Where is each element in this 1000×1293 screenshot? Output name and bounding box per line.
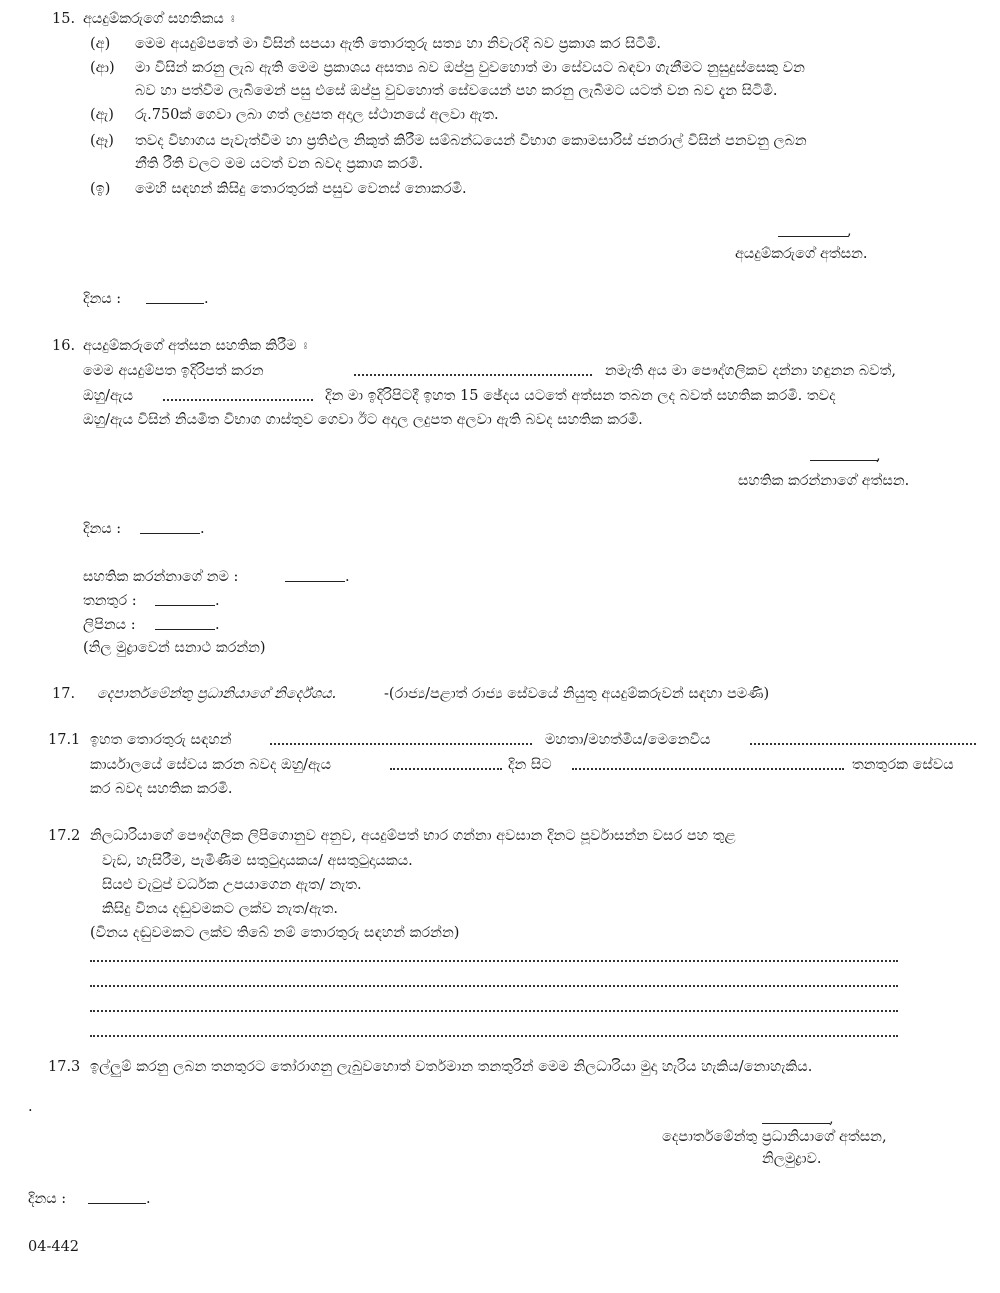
discipline-details-line[interactable] [90,985,898,987]
declaration-line: රු.750ක් ගෙවා ලබා ගත් ලදුපත අදාල ස්ථානයේ අලවා ඇත. [135,107,499,123]
date-field[interactable] [146,303,204,304]
date-label: දිනය : [83,521,122,537]
discipline-details-line[interactable] [90,1010,898,1012]
declaration-line: තවද විභාගය පැවැත්වීම හා ප්‍රතිඵල නිකුත් කිරීම සම්බන්ධයෙන් විභාග කොමසාරිස් ජනරාල් විසින් පනවනු ලබන [135,133,807,149]
field-end: . [345,569,350,585]
form-code: 04-442 [28,1239,80,1255]
certify-text: ඔහු/ඇය [83,388,134,404]
section-17-scope: -(රාජ්‍ය/පළාත් රාජ්‍ය සේවයේ නියුතු අයදුම්කරුවන් සඳහා පමණි) [384,686,770,702]
signed-date-field[interactable] [163,399,313,401]
official-seal-label: නිලමුද්‍රාව. [762,1151,822,1167]
section-15-number: 15. [52,11,76,27]
personal-file-lead: නිලධාරියාගේ පෞද්ගලික ලිපිගොනුව අනුව, අයදුම්පත් භාර ගන්නා අවසාන දිනට පූර්වාසන්න වසර පහ තුළ [90,828,736,844]
item-mark: (ඈ) [90,133,114,149]
certify-text: දින මා ඉදිරිපිටදී ඉහත 15 ඡේදය යටතේ අත්සන තබන ලද බවත් සහතික කරමි. තවද [325,388,836,404]
item-mark: (ඉ) [90,181,111,197]
subsection-17-3-number: 17.3 [48,1059,81,1075]
recommendation-text: තනතුරක සේවය [852,757,954,773]
discipline-details-line[interactable] [90,1035,898,1037]
certify-text: ඔහු/ඇය විසින් නියමිත විභාග ගාස්තුව ගෙවා ඊට අදාල ලදුපත අලවා ඇති බවද සහතික කරමි. [83,412,643,428]
service-start-date-field[interactable] [390,768,502,770]
date-end: . [146,1191,151,1207]
declaration-line: මා විසින් කරනු ලැබ ඇති මෙම ප්‍රකාශය අසත්‍ය බව ඔප්පු වුවහොත් මා සේවයට බඳවා ගැනීමට නුසුදුස්සෙකු වන [135,60,805,76]
recommendation-text: දින සිට [508,757,552,773]
item-mark: (ඇ) [90,107,114,123]
subsection-17-2-number: 17.2 [48,828,81,844]
office-name-field[interactable] [750,743,976,745]
declaration-line: මෙහි සඳහන් කිසිදු තොරතුරක් පසුව වෙනස් නොකරමි. [135,181,467,197]
head-signature-label: දෙපාර්තමේන්තු ප්‍රධානියාගේ අත්සන, [662,1129,887,1145]
certify-text: නමැති අය මා පෞද්ගලිකව දන්නා හඳුනන බවත්, [605,363,896,379]
discipline-note: (විනය දඬුවමකට ලක්ව තිබේ නම් තොරතුරු සඳහන් කරන්න) [90,925,460,941]
section-16-number: 16. [52,338,76,354]
release-statement: ඉල්ලුම් කරනු ලබන තනතුරට තෝරාගනු ලැබුවහොත් වර්තමාන තනතුරින් මෙම නිලධාරියා මුදා හැරිය හැකිය/නොහැකිය. [90,1059,813,1075]
certifier-name-label: සහතික කරන්නාගේ නම : [83,569,239,585]
certify-text: මෙම අයදුම්පත ඉදිරිපත් කරන [83,363,264,379]
seal-note: (නිල මුද්‍රාවෙන් සනාථ කරන්න) [83,640,266,656]
performance-line: වැඩ, හැසිරීම, පැමිණීම සතුටුදායකය/ අසතුටුදායකය. [102,853,413,869]
field-end: . [215,593,220,609]
officer-name-field[interactable] [270,743,532,745]
applicant-signature-line[interactable] [778,236,848,237]
section-17-number: 17. [52,686,76,702]
discipline-details-line[interactable] [90,960,898,962]
certifier-post-field[interactable] [155,605,215,606]
applicant-signature-label: අයදුම්කරුගේ අත්සන. [735,246,868,262]
stray-dot: . [28,1099,33,1115]
certifier-signature-label: සහතික කරන්නාගේ අත්සන. [738,473,910,489]
certifier-address-label: ලිපිනය : [83,617,136,633]
date-end: . [200,521,205,537]
item-mark: (අ) [90,36,111,52]
date-field[interactable] [88,1203,146,1204]
signature-comma: , [829,1111,834,1127]
recommendation-text: මහතා/මහත්මිය/මෙනෙවිය [545,732,711,748]
date-field[interactable] [140,533,200,534]
declaration-line: නීති රීති වලට මම යටත් වන බවද ප්‍රකාශ කරමි. [135,156,424,172]
discipline-line: කිසිදු විනය දඬුවමකට ලක්ව නැත/ඇත. [102,901,338,917]
recommendation-text: ඉහත තොරතුරු සඳහන් [90,732,232,748]
section-15-title: අයදුම්කරුගේ සහතිකය ඃ [83,11,235,27]
date-label: දිනය : [28,1191,67,1207]
increment-line: සියළු වැටුප් වර්ධක උපයාගෙන ඇත/ නැත. [102,877,362,893]
section-17-title: දෙපාර්තමේන්තු ප්‍රධානියාගේ නිර්දේශය. [97,686,337,702]
date-label: දිනය : [83,291,122,307]
certifier-address-field[interactable] [155,629,215,630]
declaration-line: මෙම අයදුම්පතේ මා විසින් සපයා ඇති තොරතුරු සත්‍ය හා නිවැරදි බව ප්‍රකාශ කර සිටිමි. [135,36,661,52]
signature-comma: , [847,223,852,239]
declaration-line: බව හා පත්වීම ලැබීමෙන් පසු එසේ ඔප්පු වුවහොත් සේවයෙන් පහ කරනු ලැබීමට යටත් වන බව දැන සිටිමි. [135,83,778,99]
certifier-signature-line[interactable] [810,460,878,461]
certifier-name-field[interactable] [285,581,345,582]
section-16-title: අයදුම්කරුගේ අත්සන සහතික කිරීම ඃ [83,338,308,354]
date-end: . [204,291,209,307]
item-mark: (ආ) [90,60,115,76]
signature-comma: , [876,448,881,464]
applicant-name-field[interactable] [354,374,592,376]
head-signature-line[interactable] [762,1123,830,1124]
subsection-17-1-number: 17.1 [48,732,81,748]
certifier-post-label: තනතුර : [83,593,137,609]
recommendation-text: කාර්යාලයේ සේවය කරන බවද ඔහු/ඇය [90,757,332,773]
recommendation-text: කර බවද සහතික කරමි. [90,781,233,797]
field-end: . [215,617,220,633]
service-post-field[interactable] [572,768,844,770]
